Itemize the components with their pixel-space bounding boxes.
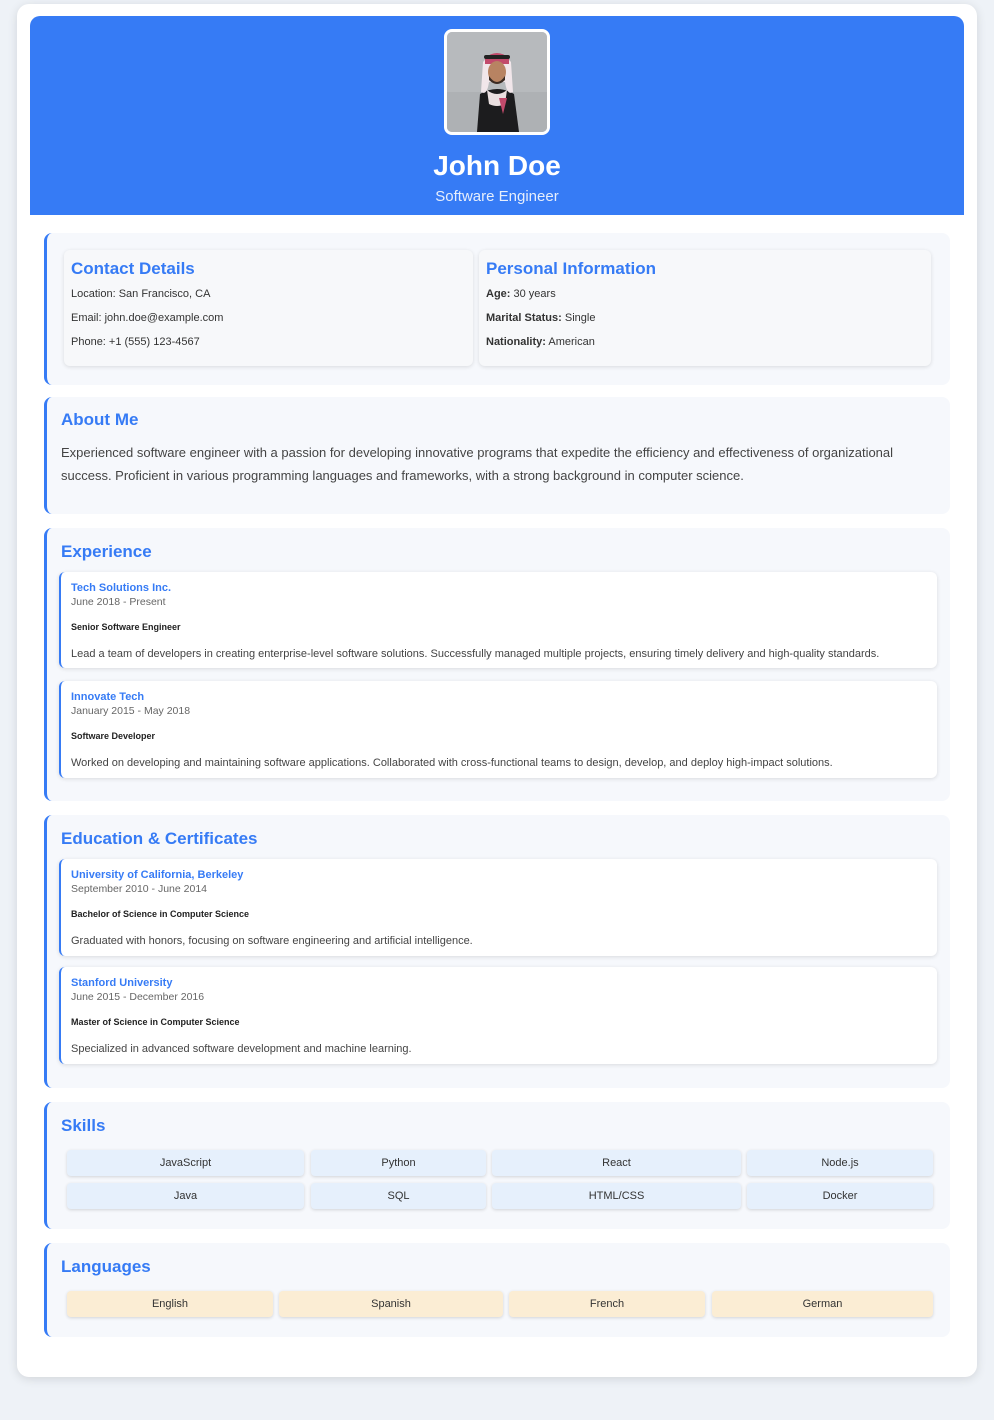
education-heading: Education & Certificates [61,829,258,848]
candidate-name: John Doe [433,150,561,181]
about-text: Experienced software engineer with a passion for developing innovative programs that expedite the efficiency and effectiveness of organizational success. Proficient in various programming languages and frameworks, with a strong background in computer science. [61,445,894,483]
experience-dates: June 2018 - Present [71,596,166,608]
skill-tag: SQL [311,1183,486,1209]
education-section [44,815,950,1088]
education-institution: Stanford University [71,977,173,989]
age-value: 30 years [513,288,556,300]
skill-tag: Java [67,1183,304,1209]
skills-section [44,1102,950,1229]
age-label: Age: [486,288,511,300]
language-tag: French [509,1291,705,1317]
experience-description: Worked on developing and maintaining software applications. Collaborated with cross-functional teams to design, develop, and deploy high-impact solutions. [71,757,833,769]
language-tag: German [712,1291,933,1317]
experience-company: Tech Solutions Inc. [71,582,172,594]
experience-item [59,681,937,778]
skill-tag: Node.js [747,1150,933,1176]
skill-tag: Python [311,1150,486,1176]
experience-role: Software Developer [71,731,156,741]
about-heading: About Me [61,410,139,429]
education-degree: Master of Science in Computer Science [71,1017,240,1027]
marital-label: Marital Status: [486,312,562,324]
nationality-label: Nationality: [486,336,546,348]
resume-header [30,16,964,215]
experience-dates: January 2015 - May 2018 [71,705,191,717]
skill-tag: Docker [747,1183,933,1209]
marital-value: Single [564,312,596,324]
languages-section [44,1243,950,1337]
experience-section [44,528,950,801]
personal-nationality [486,336,924,349]
contact-location: Location: San Francisco, CA [71,288,211,300]
experience-description: Lead a team of developers in creating enterprise-level software solutions. Successfully managed multiple projects, ensuring timely delivery and high-quality standards. [71,648,880,660]
contact-email: Email: john.doe@example.com [71,312,224,324]
experience-company: Innovate Tech [71,691,145,703]
profile-photo [444,29,550,135]
nationality-value: American [548,336,595,348]
education-institution: University of California, Berkeley [71,869,244,881]
about-section [44,397,950,514]
language-tag: Spanish [279,1291,503,1317]
education-dates: June 2015 - December 2016 [71,991,205,1003]
personal-info-heading: Personal Information [486,259,657,278]
experience-item [59,572,937,668]
skill-tag: HTML/CSS [492,1183,741,1209]
contact-personal-section [44,233,950,385]
personal-info-box [479,250,931,366]
personal-age [486,288,924,301]
education-item [59,967,937,1064]
skills-heading: Skills [61,1116,106,1135]
education-item [59,859,937,956]
skill-tag: React [492,1150,741,1176]
experience-role: Senior Software Engineer [71,622,181,632]
skill-tag: JavaScript [67,1150,304,1176]
contact-details-box [64,250,473,366]
languages-heading: Languages [61,1257,151,1276]
education-degree: Bachelor of Science in Computer Science [71,909,250,919]
contact-details-heading: Contact Details [71,259,195,278]
education-description: Graduated with honors, focusing on software engineering and artificial intelligence. [71,935,473,947]
profile-photo-illustration [447,32,547,132]
contact-phone: Phone: +1 (555) 123-4567 [71,336,200,348]
resume-card [17,4,977,1377]
experience-heading: Experience [61,542,152,561]
personal-marital-status [486,312,924,325]
language-tag: English [67,1291,273,1317]
education-dates: September 2010 - June 2014 [71,883,208,895]
candidate-title: Software Engineer [435,188,559,205]
education-description: Specialized in advanced software development and machine learning. [71,1043,412,1055]
